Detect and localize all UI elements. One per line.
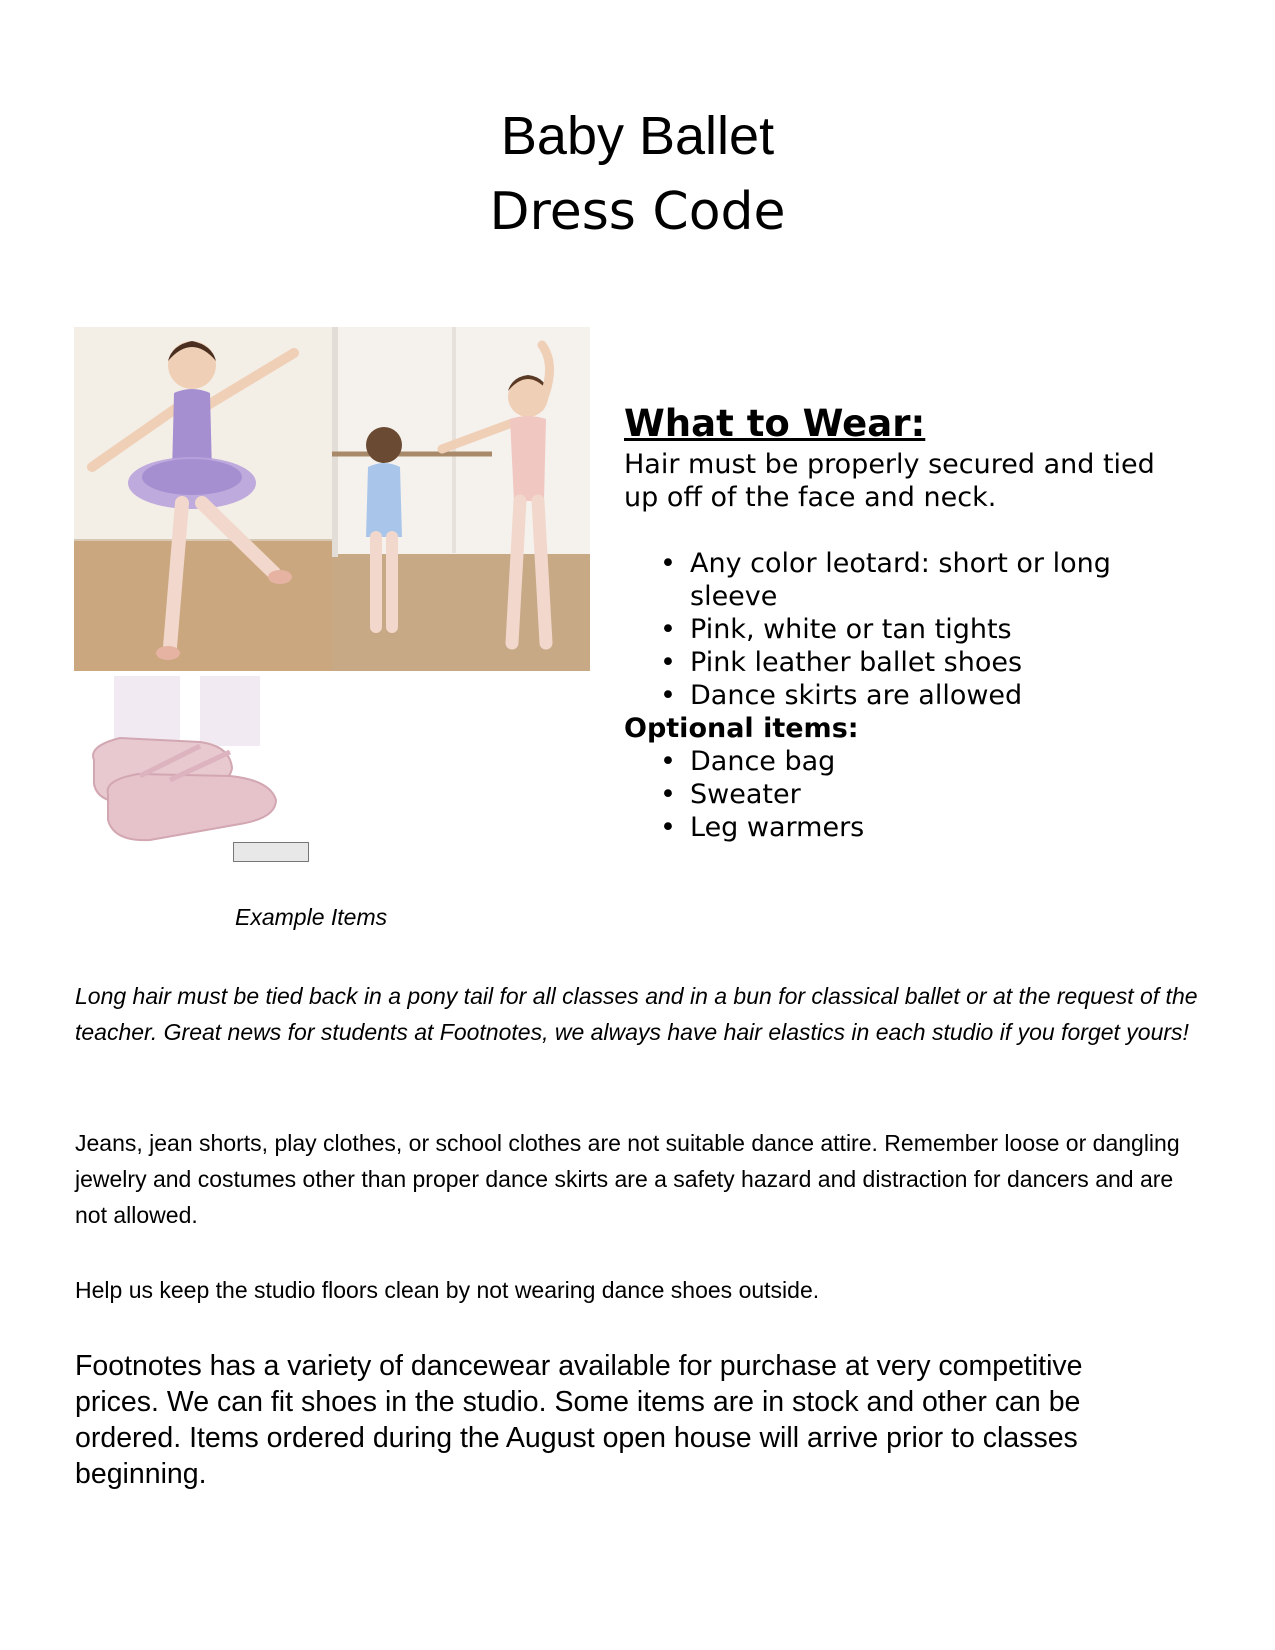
page-subtitle: Dress Code bbox=[489, 182, 786, 242]
list-item: • Leg warmers bbox=[624, 811, 1130, 844]
list-item: • Dance skirts are allowed bbox=[624, 679, 1130, 712]
thumbnail-image bbox=[233, 842, 309, 862]
page-title: Baby Ballet bbox=[500, 106, 775, 166]
hair-note-paragraph: Long hair must be tied back in a pony tail for all classes and in a bun for classical ballet or at the request of the teacher. Great news for students at Footnotes, we always have hair elastics in each studio if you forget yours! bbox=[75, 983, 1198, 1045]
list-item: • Sweater bbox=[624, 778, 1130, 811]
list-item: • Pink, white or tan tights bbox=[624, 613, 1130, 646]
what-to-wear-heading: What to Wear: bbox=[624, 402, 926, 445]
optional-items-list bbox=[624, 745, 1130, 844]
floor-note-paragraph: Help us keep the studio floors clean by not wearing dance shoes outside. bbox=[75, 1277, 820, 1303]
list-item: • Pink leather ballet shoes bbox=[624, 646, 1130, 679]
optional-items-heading: Optional items: bbox=[624, 713, 859, 744]
image-caption: Example Items bbox=[235, 904, 388, 930]
hair-requirement-text: Hair must be properly secured and tied up off of the face and neck. bbox=[624, 449, 1155, 513]
purchase-note-paragraph: Footnotes has a variety of dancewear available for purchase at very competitive prices. We can fit shoes in the studio. Some items are in stock and other can be ordered. Items ordered during the August open house will arrive prior to classes beginning. bbox=[75, 1350, 1083, 1490]
attire-note-paragraph: Jeans, jean shorts, play clothes, or school clothes are not suitable dance attire. Remember loose or dangling jewelry and costumes other than proper dance skirts are a safety hazard and distraction for dancers and are not allowed. bbox=[75, 1130, 1180, 1228]
list-item: • Dance bag bbox=[624, 745, 1130, 778]
required-items-list bbox=[624, 547, 1130, 712]
list-item: • Any color leotard: short or long sleeve bbox=[624, 547, 1130, 613]
photo-purple-tutu-dancer bbox=[74, 327, 332, 671]
photo-ballet-shoes bbox=[80, 676, 315, 861]
photo-barre-dancers bbox=[332, 327, 590, 671]
